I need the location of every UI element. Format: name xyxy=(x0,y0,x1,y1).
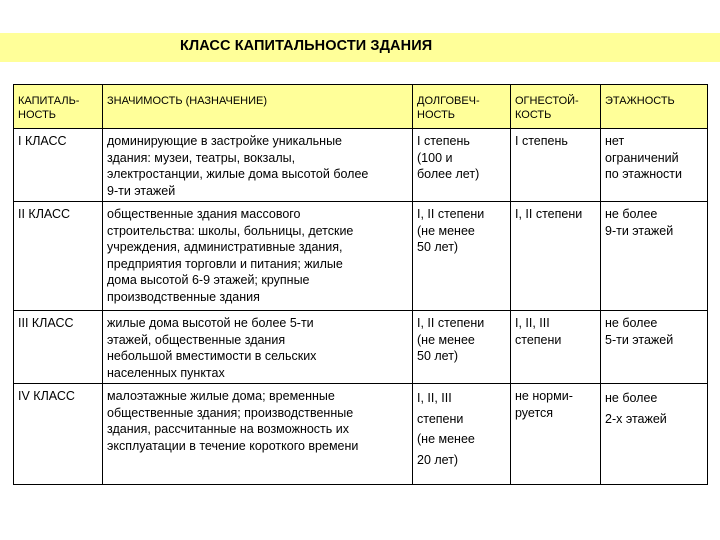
cell-durability: I, II, III степени (не менее 20 лет) xyxy=(413,384,511,485)
cell-fire-resistance: I, II степени xyxy=(511,202,601,311)
capital-class-table xyxy=(13,84,708,485)
header-class: КАПИТАЛЬ- НОСТЬ xyxy=(14,85,103,129)
table-row xyxy=(14,129,708,202)
cell-significance: жилые дома высотой не более 5-ти этажей, общественные здания небольшой вместимости в сельских населенных пунктах xyxy=(103,311,413,384)
cell-durability: I, II степени (не менее 50 лет) xyxy=(413,202,511,311)
header-fire-resistance: ОГНЕСТОЙ- КОСТЬ xyxy=(511,85,601,129)
header-floors: ЭТАЖНОСТЬ xyxy=(601,85,708,129)
cell-floors: не более 2-х этажей xyxy=(601,384,708,485)
cell-significance: доминирующие в застройке уникальные здания: музеи, театры, вокзалы, электростанции, жилые дома высотой более 9-ти этажей xyxy=(103,129,413,202)
cell-floors: нет ограничений по этажности xyxy=(601,129,708,202)
cell-fire-resistance: не норми- руется xyxy=(511,384,601,485)
cell-class: II КЛАСС xyxy=(14,202,103,311)
page-title: КЛАСС КАПИТАЛЬНОСТИ ЗДАНИЯ xyxy=(180,38,433,54)
cell-fire-resistance: I степень xyxy=(511,129,601,202)
cell-floors: не более 9-ти этажей xyxy=(601,202,708,311)
cell-durability: I, II степени (не менее 50 лет) xyxy=(413,311,511,384)
table-header-row xyxy=(14,85,708,129)
table-row xyxy=(14,384,708,485)
cell-class: III КЛАСС xyxy=(14,311,103,384)
cell-fire-resistance: I, II, III степени xyxy=(511,311,601,384)
cell-class: I КЛАСС xyxy=(14,129,103,202)
cell-significance: общественные здания массового строительства: школы, больницы, детские учреждения, административные здания, предприятия торговли и питания; жилые дома высотой 6-9 этажей; крупные производственные здания xyxy=(103,202,413,311)
cell-class: IV КЛАСС xyxy=(14,384,103,485)
table-row xyxy=(14,202,708,311)
cell-floors: не более 5-ти этажей xyxy=(601,311,708,384)
header-durability: ДОЛГОВЕЧ- НОСТЬ xyxy=(413,85,511,129)
cell-durability: I степень (100 и более лет) xyxy=(413,129,511,202)
table-row xyxy=(14,311,708,384)
header-significance: ЗНАЧИМОСТЬ (НАЗНАЧЕНИЕ) xyxy=(103,85,413,129)
cell-significance: малоэтажные жилые дома; временные общественные здания; производственные здания, рассчитанные на возможность их эксплуатации в течение короткого времени xyxy=(103,384,413,485)
